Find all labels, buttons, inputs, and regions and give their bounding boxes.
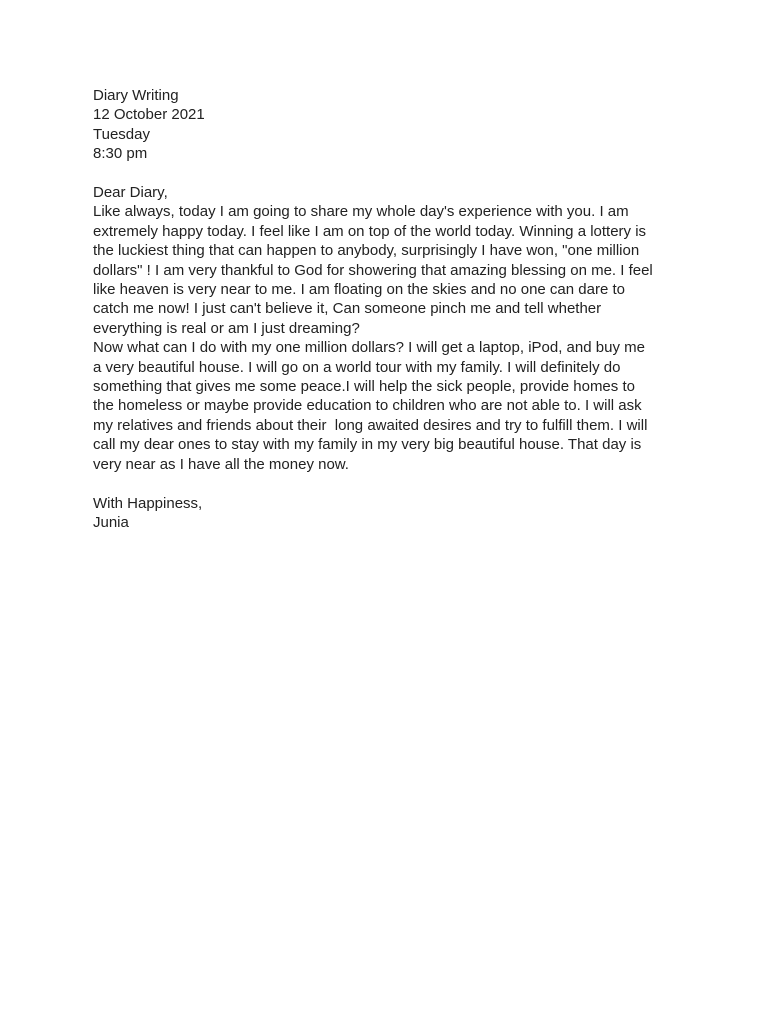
paragraph-line: dollars" ! I am very thankful to God for showering that amazing blessing on me. I feel [93,261,653,279]
paragraph-line: a very beautiful house. I will go on a world tour with my family. I will definitely do [93,358,621,376]
spacer [93,474,683,493]
paragraph-line: call my dear ones to stay with my family in my very big beautiful house. That day is [93,436,642,454]
paragraph-line: Now what can I do with my one million dollars? I will get a laptop, iPod, and buy me [93,339,645,357]
paragraph-line: Like always, today I am going to share my whole day's experience with you. I am [93,203,629,221]
paragraph-line: very near as I have all the money now. [93,455,349,473]
paragraph-line: my relatives and friends about their long awaited desires and try to fulfill them. I will [93,416,648,434]
paragraph-line: the homeless or maybe provide education to children who are not able to. I will ask [93,397,642,415]
document-title: Diary Writing [93,87,179,104]
paragraph-1 [93,202,683,338]
closing: With Happiness, [93,494,203,512]
paragraph-line: catch me now! I just can't believe it, Can someone pinch me and tell whether [93,300,602,318]
paragraph-2 [93,338,683,474]
entry-time: 8:30 pm [93,145,148,163]
diary-entry [93,86,683,532]
paragraph-line: extremely happy today. I feel like I am on top of the world today. Winning a lottery is [93,222,647,240]
spacer [93,164,683,183]
paragraph-line: something that gives me some peace.I will help the sick people, provide homes to [93,378,635,396]
paragraph-line: like heaven is very near to me. I am floating on the skies and no one can dare to [93,281,625,299]
signature: Junia [93,513,129,531]
paragraph-line: the luckiest thing that can happen to anybody, surprisingly I have won, "one million [93,242,640,260]
entry-date: 12 October 2021 [93,106,205,124]
entry-day: Tuesday [93,125,150,143]
paragraph-line: everything is real or am I just dreaming? [93,319,360,337]
salutation: Dear Diary, [93,184,168,202]
entry-header [93,86,683,164]
